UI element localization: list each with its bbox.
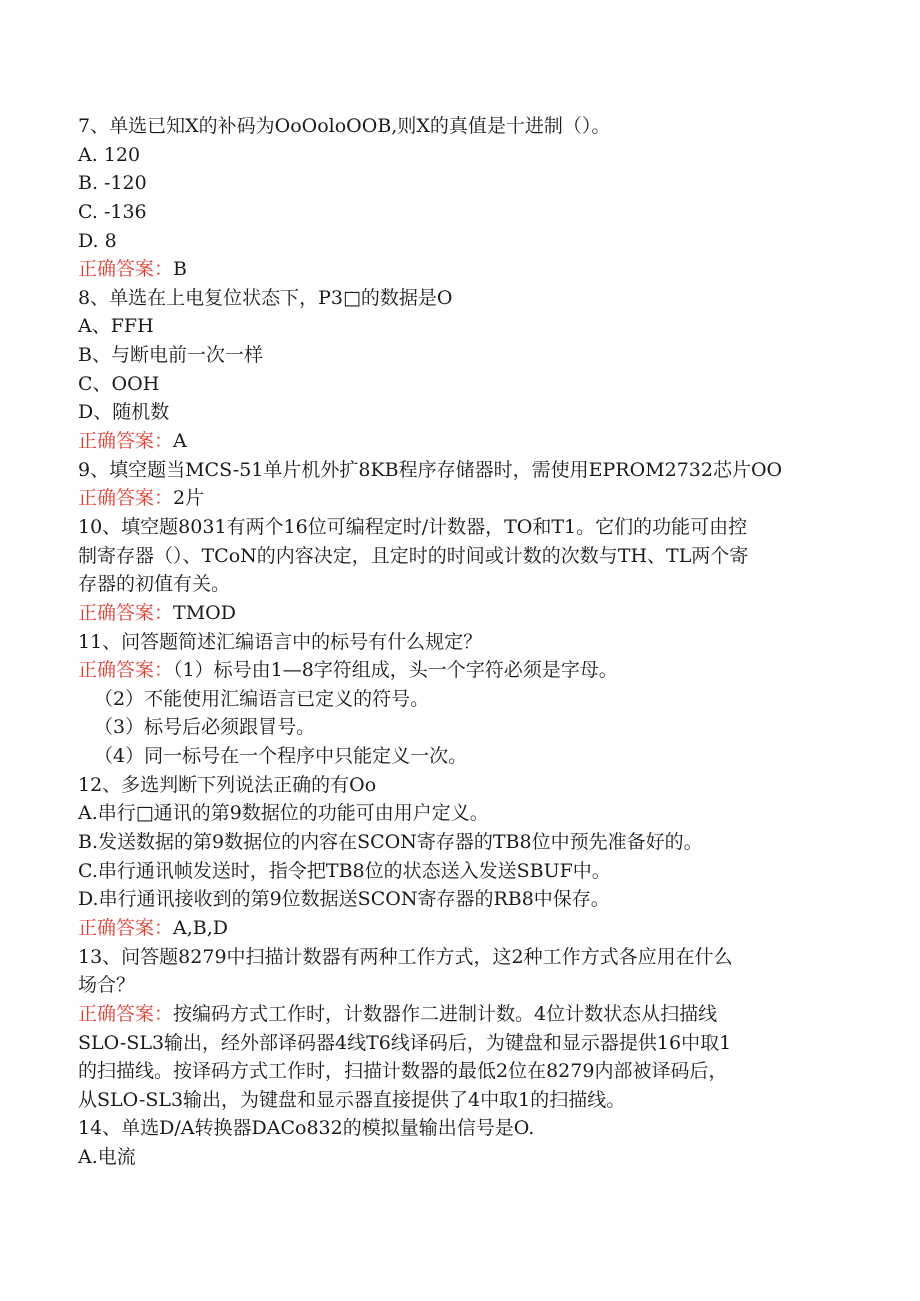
question-7-option-c: C. -136 bbox=[78, 200, 147, 223]
question-10-answer bbox=[78, 599, 838, 628]
answer-label: 正确答案： bbox=[78, 430, 174, 453]
question-14-text: 14、单选D/A转换器DACo832的模拟量输出信号是O. bbox=[78, 1117, 535, 1140]
question-10-text-line-2: 制寄存器（）、TCoN的内容决定，且定时的时间或计数的次数与TH、TL两个寄 bbox=[78, 544, 749, 567]
question-11-answer-line-4: （4）同一标号在一个程序中只能定义一次。 bbox=[94, 745, 468, 768]
answer-label: 正确答案： bbox=[78, 916, 174, 939]
question-8-option-d: D、随机数 bbox=[78, 401, 170, 424]
answer-value: B bbox=[173, 258, 187, 281]
question-13-text-line-2: 场合？ bbox=[78, 974, 136, 997]
answer-value: （1）标号由1—8字符组成，头一个字符必须是字母。 bbox=[173, 659, 618, 682]
answer-label: 正确答案： bbox=[78, 258, 174, 281]
question-12-option-d: D.串行通讯接收到的第9位数据送SCON寄存器的RB8中保存。 bbox=[78, 888, 610, 911]
question-8-answer bbox=[78, 427, 838, 456]
question-12-option-c: C.串行通讯帧发送时，指令把TB8位的状态送入发送SBUF中。 bbox=[78, 859, 611, 882]
question-8-option-c: C、OOH bbox=[78, 372, 160, 395]
question-13-answer-line-4: 从SLO-SL3输出，为键盘和显示器直接提供了4中取1的扫描线。 bbox=[78, 1088, 626, 1111]
question-8-option-a: A、FFH bbox=[78, 315, 154, 338]
question-12-answer bbox=[78, 914, 838, 943]
answer-label: 正确答案： bbox=[78, 487, 174, 510]
question-7-option-a: A. 120 bbox=[78, 143, 141, 166]
answer-value: TMOD bbox=[173, 601, 236, 624]
answer-value: A bbox=[173, 430, 187, 453]
question-7-option-d: D. 8 bbox=[78, 229, 117, 252]
question-13-answer bbox=[78, 1000, 838, 1029]
question-12-option-b: B.发送数据的第9数据位的内容在SCON寄存器的TB8位中预先准备好的。 bbox=[78, 831, 703, 854]
question-14-option-a: A.电流 bbox=[78, 1146, 136, 1169]
question-12-option-a: A.串行□通讯的第9数据位的功能可由用户定义。 bbox=[78, 802, 489, 825]
question-8-option-b: B、与断电前一次一样 bbox=[78, 344, 263, 367]
answer-label: 正确答案： bbox=[78, 659, 174, 682]
question-11-text: 11、问答题简述汇编语言中的标号有什么规定？ bbox=[78, 630, 483, 653]
document-content bbox=[78, 112, 838, 1172]
question-11-answer-line-2: （2）不能使用汇编语言已定义的符号。 bbox=[94, 687, 430, 710]
question-7-option-b: B. -120 bbox=[78, 172, 147, 195]
answer-value: 2片 bbox=[173, 487, 205, 510]
question-11-answer-line-3: （3）标号后必须跟冒号。 bbox=[94, 716, 316, 739]
question-7-answer bbox=[78, 255, 838, 284]
question-13-answer-line-3: 的扫描线。按译码方式工作时，扫描计数器的最低2位在8279内部被译码后， bbox=[78, 1060, 728, 1083]
question-11-answer bbox=[78, 656, 838, 685]
answer-value: A,B,D bbox=[173, 916, 229, 939]
question-13-answer-line-2: SLO-SL3输出，经外部译码器4线T6线译码后，为键盘和显示器提供16中取1 bbox=[78, 1031, 732, 1054]
question-8-text: 8、单选在上电复位状态下，P3□的数据是O bbox=[78, 286, 453, 309]
question-13-text-line-1: 13、问答题8279中扫描计数器有两种工作方式，这2种工作方式各应用在什么 bbox=[78, 945, 733, 968]
question-10-text-line-1: 10、填空题8031有两个16位可编程定时/计数器，TO和T1。它们的功能可由控 bbox=[78, 515, 748, 538]
question-9-answer bbox=[78, 484, 838, 513]
answer-label: 正确答案： bbox=[78, 1002, 174, 1025]
question-12-text: 12、多选判断下列说法正确的有Oo bbox=[78, 773, 377, 796]
question-9-text: 9、填空题当MCS-51单片机外扩8KB程序存储器时，需使用EPROM2732芯片OO bbox=[78, 458, 783, 481]
question-10-text-line-3: 存器的初值有关。 bbox=[78, 573, 231, 596]
question-7-text: 7、单选已知X的补码为OoOoloOOB,则X的真值是十进制（）。 bbox=[78, 115, 611, 137]
answer-label: 正确答案： bbox=[78, 601, 174, 624]
answer-value: 按编码方式工作时，计数器作二进制计数。4位计数状态从扫描线 bbox=[173, 1002, 718, 1025]
